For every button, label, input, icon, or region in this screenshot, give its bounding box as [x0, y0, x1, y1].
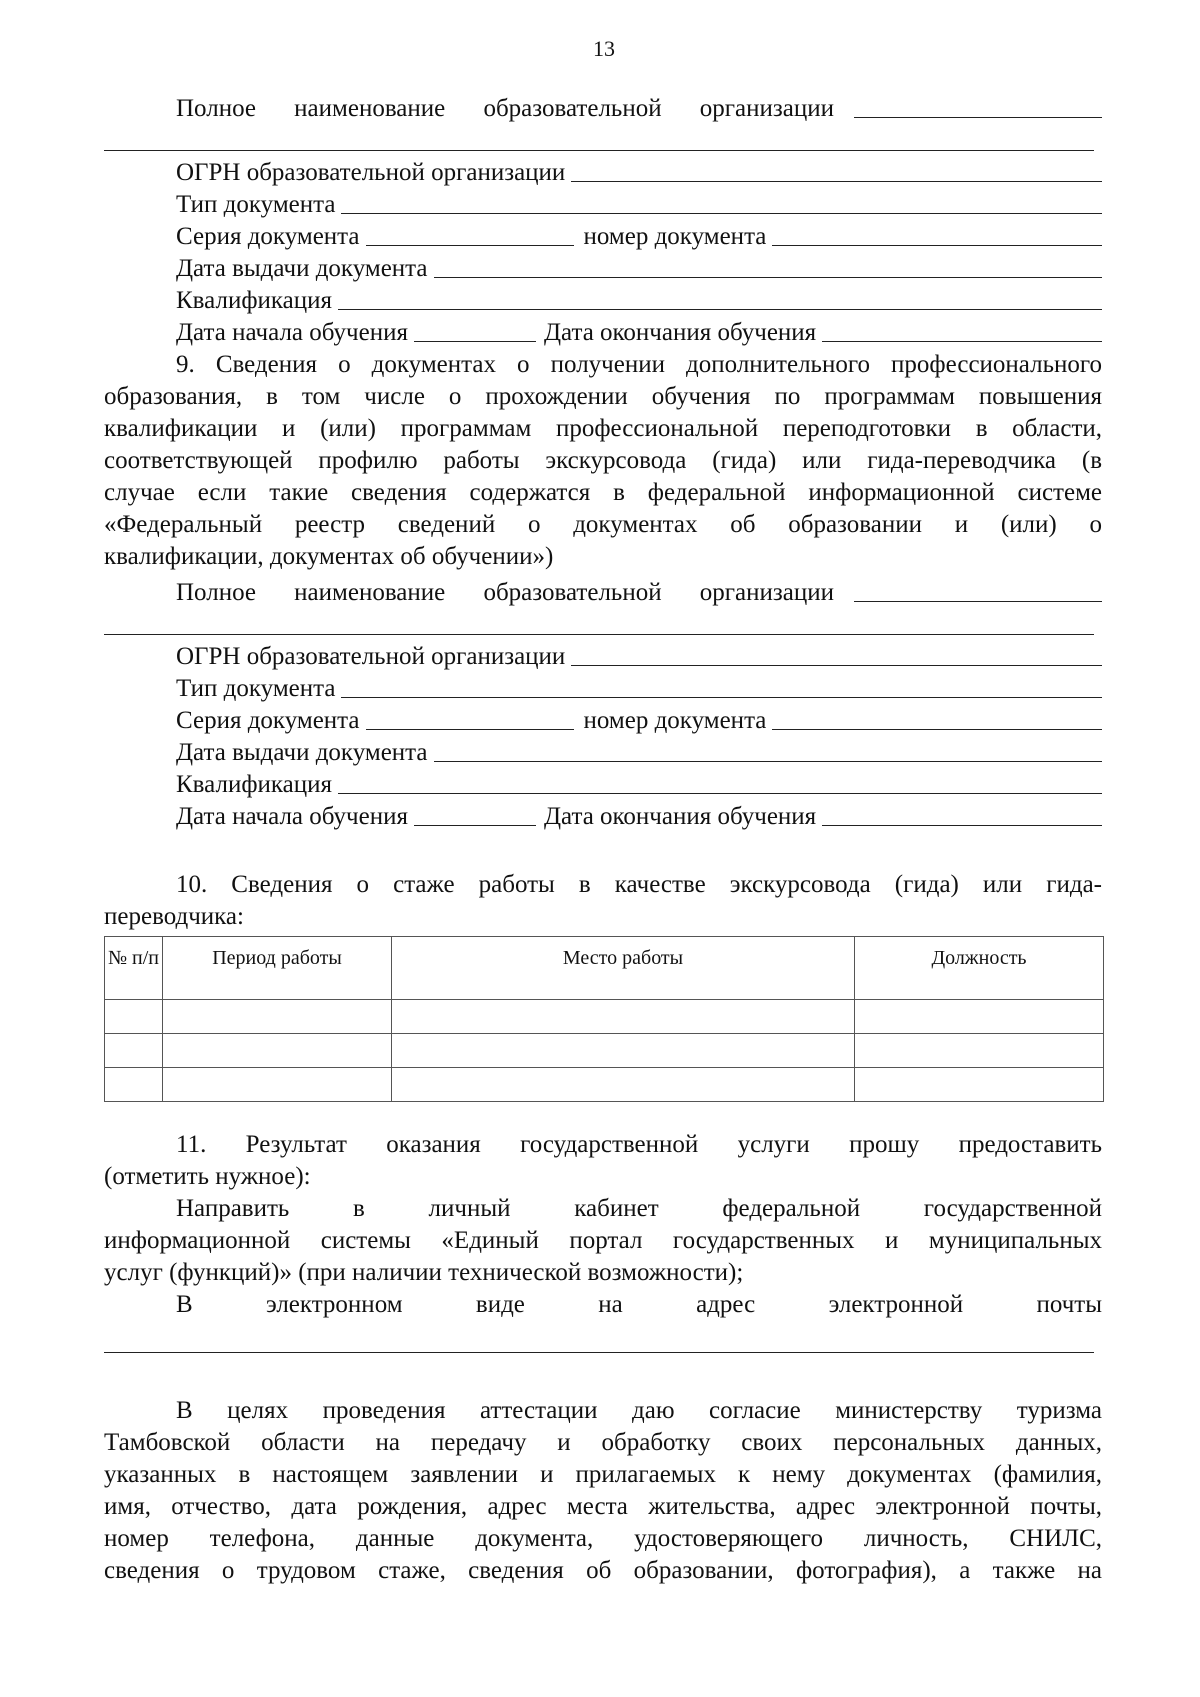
s9-qualification-line[interactable]: [338, 793, 1102, 794]
s9-doc-series-number-field[interactable]: [176, 706, 1102, 736]
table-cell[interactable]: [392, 1068, 855, 1102]
table-cell[interactable]: [105, 1068, 163, 1102]
section9-heading-line-2: образования, в том числе о прохождении обучения по программам повышения: [104, 383, 1102, 410]
s9-study-dates-field[interactable]: [176, 802, 1102, 832]
table-row: [105, 1034, 1104, 1068]
s9-issue-date-field[interactable]: [176, 738, 1102, 768]
end-date-line[interactable]: [822, 341, 1102, 342]
s9-doc-series-label: Серия документа: [176, 707, 360, 734]
doc-number-line[interactable]: [772, 245, 1102, 246]
table-cell[interactable]: [163, 1034, 392, 1068]
s9-issue-date-label: Дата выдачи документа: [176, 739, 428, 766]
table-row: [105, 1000, 1104, 1034]
table-cell[interactable]: [163, 1068, 392, 1102]
doc-series-line[interactable]: [366, 245, 574, 246]
doc-type-line[interactable]: [341, 213, 1102, 214]
consent-line-1: В целях проведения аттестации даю согласие министерству туризма: [176, 1397, 1102, 1424]
org-full-name-continuation-line[interactable]: [104, 150, 1094, 151]
s9-ogrn-field[interactable]: [176, 642, 1102, 672]
table-cell[interactable]: [855, 1068, 1104, 1102]
section10-heading-line-2: переводчика:: [104, 903, 244, 930]
section9-heading-line-1: 9. Сведения о документах о получении дополнительного профессионального: [176, 351, 1102, 378]
doc-series-label: Серия документа: [176, 223, 360, 250]
doc-number-label: номер документа: [583, 223, 767, 250]
s9-ogrn-label: ОГРН образовательной организации: [176, 643, 566, 670]
table-header-row: [105, 937, 1104, 1000]
consent-line-2: Тамбовской области на передачу и обработку своих персональных данных,: [104, 1429, 1102, 1456]
s9-doc-type-label: Тип документа: [176, 675, 336, 702]
page-number: 13: [593, 36, 615, 61]
s9-org-full-name-label: Полное наименование образовательной организации: [176, 579, 834, 606]
table-header-cell: Должность: [855, 937, 1104, 1000]
s9-doc-number-line[interactable]: [772, 729, 1102, 730]
s9-doc-type-line[interactable]: [341, 697, 1102, 698]
table-cell[interactable]: [105, 1000, 163, 1034]
table-cell[interactable]: [855, 1000, 1104, 1034]
s9-end-date-label: Дата окончания обучения: [543, 803, 817, 830]
s9-org-full-name-field[interactable]: [176, 578, 1102, 608]
issue-date-line[interactable]: [434, 277, 1102, 278]
ogrn-field[interactable]: [176, 158, 1102, 188]
section11-line-1: 11. Результат оказания государственной услуги прошу предоставить: [176, 1131, 1102, 1158]
table-header-cell: Период работы: [163, 937, 392, 1000]
org-full-name-line[interactable]: [854, 117, 1102, 118]
section11-option-cabinet-line-2: информационной системы «Единый портал государственных и муниципальных: [104, 1227, 1102, 1254]
issue-date-field[interactable]: [176, 254, 1102, 284]
section9-heading-line-3: квалификации и (или) программам профессиональной переподготовки в области,: [104, 415, 1102, 442]
section9-heading-line-7: квалификации, документах об обучении»): [104, 543, 554, 570]
s9-org-full-name-continuation-line[interactable]: [104, 634, 1094, 635]
section10-heading-line-1: 10. Сведения о стаже работы в качестве экскурсовода (гида) или гида-: [176, 871, 1102, 898]
consent-line-5: номер телефона, данные документа, удостоверяющего личность, СНИЛС,: [104, 1525, 1102, 1552]
consent-line-6: сведения о трудовом стаже, сведения об образовании, фотография), а также на: [104, 1557, 1102, 1584]
s9-end-date-line[interactable]: [822, 825, 1102, 826]
s9-qualification-label: Квалификация: [176, 771, 333, 798]
qualification-line[interactable]: [338, 309, 1102, 310]
section11-option-email-label[interactable]: В электронном виде на адрес электронной почты: [176, 1291, 1102, 1318]
table-header-cell: Место работы: [392, 937, 855, 1000]
s9-qualification-field[interactable]: [176, 770, 1102, 800]
ogrn-line[interactable]: [571, 181, 1102, 182]
table-header-cell: № п/п: [105, 937, 163, 1000]
study-dates-field[interactable]: [176, 318, 1102, 348]
s9-start-date-label: Дата начала обучения: [176, 803, 408, 830]
start-date-line[interactable]: [414, 341, 536, 342]
table-cell[interactable]: [392, 1000, 855, 1034]
consent-line-3: указанных в настоящем заявлении и прилагаемых к нему документах (фамилия,: [104, 1461, 1102, 1488]
section9-heading-line-5: случае если такие сведения содержатся в федеральной информационной системе: [104, 479, 1102, 506]
s9-ogrn-line[interactable]: [571, 665, 1102, 666]
ogrn-label: ОГРН образовательной организации: [176, 159, 566, 186]
qualification-label: Квалификация: [176, 287, 333, 314]
end-date-label: Дата окончания обучения: [543, 319, 817, 346]
consent-line-4: имя, отчество, дата рождения, адрес места жительства, адрес электронной почты,: [104, 1493, 1102, 1520]
table-cell[interactable]: [105, 1034, 163, 1068]
table-cell[interactable]: [163, 1000, 392, 1034]
s9-org-full-name-line[interactable]: [854, 601, 1102, 602]
table-cell[interactable]: [392, 1034, 855, 1068]
doc-type-label: Тип документа: [176, 191, 336, 218]
s9-doc-type-field[interactable]: [176, 674, 1102, 704]
org-full-name-field[interactable]: [176, 94, 1102, 124]
s9-start-date-line[interactable]: [414, 825, 536, 826]
doc-type-field[interactable]: [176, 190, 1102, 220]
qualification-field[interactable]: [176, 286, 1102, 316]
org-full-name-label: Полное наименование образовательной организации: [176, 95, 834, 122]
s9-doc-number-label: номер документа: [583, 707, 767, 734]
table-row: [105, 1068, 1104, 1102]
email-address-line[interactable]: [104, 1352, 1094, 1353]
section9-heading-line-6: «Федеральный реестр сведений о документах об образовании и (или) о: [104, 511, 1102, 538]
section9-heading-line-4: соответствующей профилю работы экскурсовода (гида) или гида-переводчика (в: [104, 447, 1102, 474]
section11-line-2: (отметить нужное):: [104, 1163, 311, 1190]
table-cell[interactable]: [855, 1034, 1104, 1068]
work-experience-table: [104, 936, 1104, 1102]
start-date-label: Дата начала обучения: [176, 319, 408, 346]
section11-option-cabinet-line-1[interactable]: Направить в личный кабинет федеральной государственной: [176, 1195, 1102, 1222]
section11-option-cabinet-line-3: услуг (функций)» (при наличии технической возможности);: [104, 1259, 744, 1286]
issue-date-label: Дата выдачи документа: [176, 255, 428, 282]
s9-issue-date-line[interactable]: [434, 761, 1102, 762]
doc-series-number-field[interactable]: [176, 222, 1102, 252]
s9-doc-series-line[interactable]: [366, 729, 574, 730]
